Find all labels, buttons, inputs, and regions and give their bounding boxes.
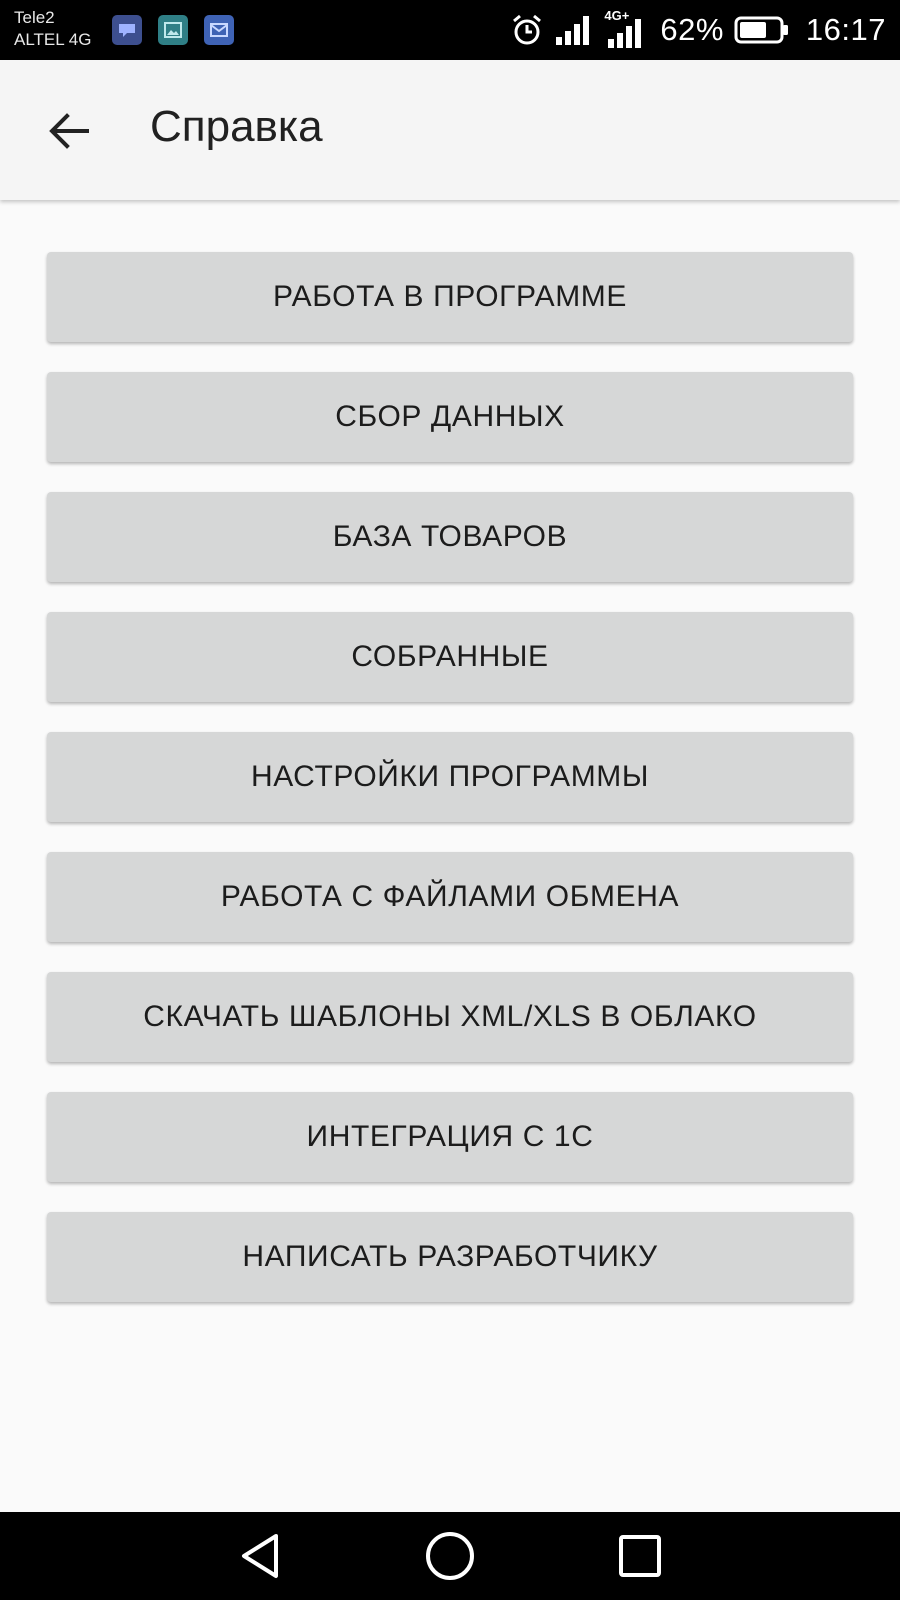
gallery-icon: [158, 15, 188, 45]
recents-square-icon: [617, 1533, 663, 1579]
signal-2-icon: [604, 10, 650, 50]
clock: 16:17: [805, 12, 886, 47]
help-menu-list: [47, 252, 853, 1332]
notification-icons: [112, 15, 234, 45]
system-nav-bar: [0, 1512, 900, 1600]
carrier-2: ALTEL 4G: [14, 30, 92, 49]
app-bar: [0, 60, 900, 200]
back-button[interactable]: [34, 96, 104, 166]
chat-app-icon: [112, 15, 142, 45]
network-type-label: 4G+: [604, 8, 630, 23]
contact-developer-button[interactable]: НАПИСАТЬ РАЗРАБОТЧИКУ: [47, 1212, 853, 1302]
page-title: Справка: [150, 102, 323, 151]
data-collection-button[interactable]: СБОР ДАННЫХ: [47, 372, 853, 462]
integration-1c-button[interactable]: ИНТЕГРАЦИЯ С 1С: [47, 1092, 853, 1182]
nav-back-button[interactable]: [225, 1521, 295, 1591]
mail-icon: [204, 15, 234, 45]
back-triangle-icon: [238, 1532, 282, 1580]
nav-recents-button[interactable]: [605, 1521, 675, 1591]
battery-percent: 62%: [660, 12, 724, 47]
carrier-info: [14, 7, 91, 51]
home-circle-icon: [424, 1530, 476, 1582]
program-settings-button[interactable]: НАСТРОЙКИ ПРОГРАММЫ: [47, 732, 853, 822]
nav-home-button[interactable]: [415, 1521, 485, 1591]
exchange-files-button[interactable]: РАБОТА С ФАЙЛАМИ ОБМЕНА: [47, 852, 853, 942]
status-bar: [0, 0, 900, 60]
status-right-group: [510, 8, 886, 52]
download-templates-button[interactable]: СКАЧАТЬ ШАБЛОНЫ XML/XLS В ОБЛАКО: [47, 972, 853, 1062]
battery-icon: [734, 15, 790, 45]
collected-button[interactable]: СОБРАННЫЕ: [47, 612, 853, 702]
work-in-program-button[interactable]: РАБОТА В ПРОГРАММЕ: [47, 252, 853, 342]
alarm-icon: [510, 13, 544, 47]
arrow-left-icon: [47, 111, 91, 151]
goods-database-button[interactable]: БАЗА ТОВАРОВ: [47, 492, 853, 582]
signal-1-icon: [554, 13, 594, 47]
carrier-1: Tele2: [14, 8, 55, 27]
